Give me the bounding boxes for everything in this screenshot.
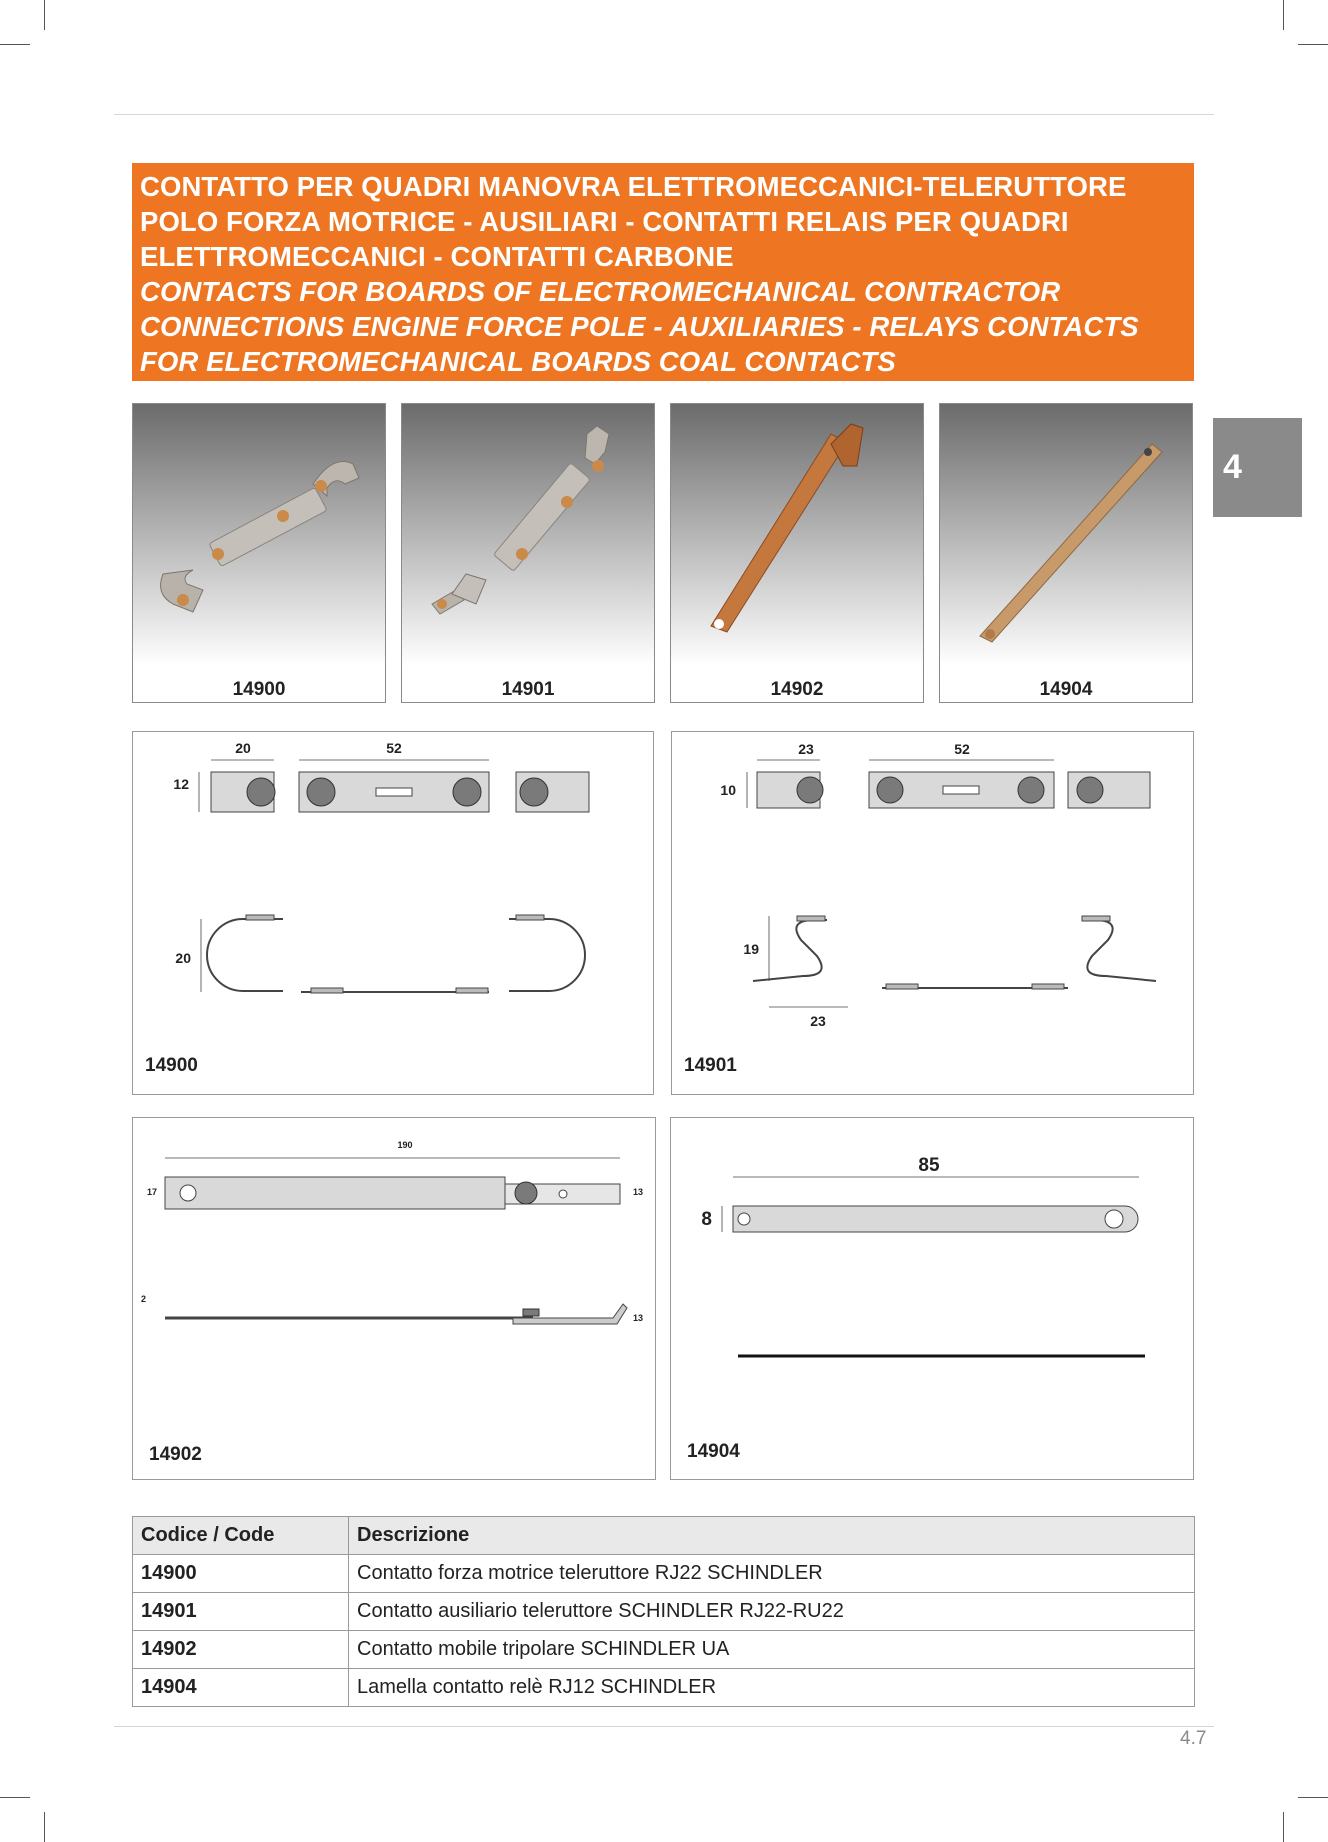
crop-mark: [0, 1797, 30, 1798]
product-photo-14902: [670, 403, 924, 703]
dimension-label: 13: [633, 1313, 644, 1323]
row-code: 14902: [133, 1631, 349, 1669]
technical-drawing: [672, 732, 1195, 1096]
drawing-code: 14902: [149, 1444, 202, 1465]
table-row: [133, 1593, 1195, 1631]
row-description: Contatto ausiliario teleruttore SCHINDLER RJ22-RU22: [349, 1593, 1195, 1631]
dimension-label: 52: [386, 740, 402, 756]
product-photo-14900: [132, 403, 386, 703]
dimension-label: 10: [720, 782, 736, 798]
row-description: Contatto forza motrice teleruttore RJ22 SCHINDLER: [349, 1555, 1195, 1593]
crop-mark: [44, 1812, 45, 1842]
crop-mark: [1283, 1812, 1284, 1842]
drawing-14904: [670, 1117, 1194, 1480]
section-tab[interactable]: 4: [1213, 418, 1302, 517]
header-line: CONTATTO PER QUADRI MANOVRA ELETTROMECCANICI-TELERUTTORE: [140, 171, 1127, 202]
dimension-label: 8: [701, 1209, 712, 1230]
page-number: 4.7: [1180, 1728, 1207, 1749]
drawing-code: 14904: [687, 1441, 740, 1462]
contact-part-illustration: [671, 404, 924, 666]
section-header: [132, 163, 1194, 381]
contact-part-illustration: [133, 404, 386, 666]
drawing-14901: [671, 731, 1194, 1095]
crop-mark: [1283, 0, 1284, 30]
dimension-label: 20: [175, 950, 191, 966]
technical-drawing: [133, 1118, 657, 1481]
technical-drawing: [133, 732, 655, 1096]
dimension-label: 19: [743, 941, 759, 957]
top-rule: [114, 114, 1214, 115]
product-code: 14904: [1039, 679, 1093, 700]
col-desc-header: Descrizione: [349, 1517, 1195, 1555]
crop-mark: [1298, 1797, 1328, 1798]
contact-part-illustration: [402, 404, 655, 666]
dimension-label: 23: [810, 1013, 826, 1029]
drawing-14902: [132, 1117, 656, 1480]
drawing-code: 14900: [145, 1055, 198, 1076]
crop-mark: [0, 44, 30, 45]
dimension-label: 85: [918, 1155, 940, 1176]
dimension-label: 13: [633, 1187, 644, 1197]
dimension-label: 2: [141, 1294, 147, 1304]
dimension-label: 52: [954, 741, 970, 757]
dimension-label: 12: [173, 776, 189, 792]
dimension-label: 23: [798, 741, 814, 757]
table-row: [133, 1669, 1195, 1707]
bottom-rule: [114, 1726, 1214, 1727]
product-code: 14901: [501, 679, 555, 700]
row-code: 14900: [133, 1555, 349, 1593]
product-photo-14904: [939, 403, 1193, 703]
product-code: 14902: [770, 679, 824, 700]
table-row: [133, 1555, 1195, 1593]
header-line: ELETTROMECCANICI - CONTATTI CARBONE: [140, 241, 734, 272]
crop-mark: [1298, 44, 1328, 45]
row-code: 14901: [133, 1593, 349, 1631]
contact-part-illustration: [940, 404, 1193, 666]
header-line: POLO FORZA MOTRICE - AUSILIARI - CONTATTI RELAIS PER QUADRI: [140, 206, 1069, 237]
header-line-en: CONTACTS FOR BOARDS OF ELECTROMECHANICAL CONTRACTOR: [140, 276, 1061, 307]
col-code-header: Codice / Code: [133, 1517, 349, 1555]
row-description: Lamella contatto relè RJ12 SCHINDLER: [349, 1669, 1195, 1707]
drawing-code: 14901: [684, 1055, 737, 1076]
table-header-row: [133, 1517, 1195, 1555]
header-line-en: FOR ELECTROMECHANICAL BOARDS COAL CONTACTS: [140, 346, 896, 377]
product-table: [132, 1516, 1195, 1707]
table-row: [133, 1631, 1195, 1669]
row-code: 14904: [133, 1669, 349, 1707]
dimension-label: 190: [397, 1140, 413, 1150]
crop-mark: [44, 0, 45, 30]
dimension-label: 17: [147, 1187, 158, 1197]
drawing-14900: [132, 731, 654, 1095]
product-code: 14900: [232, 679, 286, 700]
row-description: Contatto mobile tripolare SCHINDLER UA: [349, 1631, 1195, 1669]
product-photo-14901: [401, 403, 655, 703]
header-line-en: CONNECTIONS ENGINE FORCE POLE - AUXILIARIES - RELAYS CONTACTS: [140, 311, 1139, 342]
technical-drawing: [671, 1118, 1195, 1481]
dimension-label: 20: [235, 740, 251, 756]
